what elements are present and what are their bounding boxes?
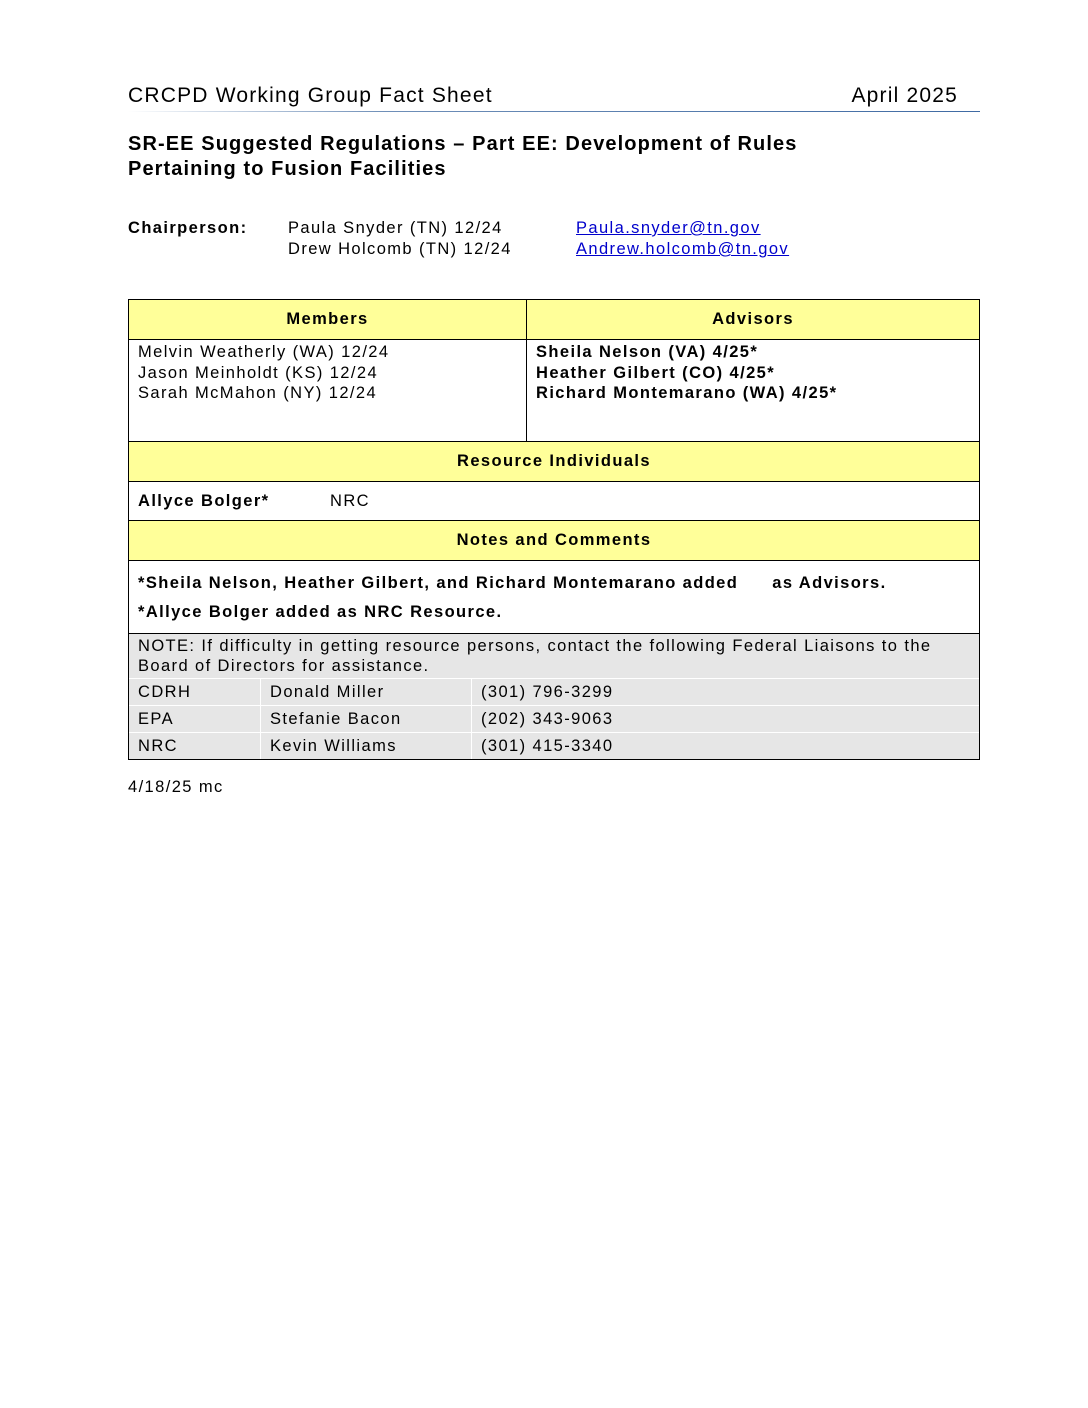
- page-header: [128, 84, 980, 112]
- chairperson-label: Chairperson:: [128, 219, 248, 237]
- member-item: Melvin Weatherly (WA) 12/24: [138, 343, 390, 361]
- federal-liaison-table: [129, 678, 979, 759]
- notes-line-1-end: as Advisors.: [772, 574, 887, 592]
- advisor-item: Sheila Nelson (VA) 4/25*: [536, 343, 759, 361]
- liaison-name: Stefanie Bacon: [261, 706, 472, 733]
- advisors-list: [527, 340, 980, 442]
- chairperson-name: Paula Snyder (TN) 12/24: [288, 219, 503, 237]
- resource-org: NRC: [330, 491, 370, 510]
- resource-name: Allyce Bolger*: [138, 491, 270, 510]
- members-heading: Members: [129, 300, 527, 340]
- liaison-agency: CDRH: [129, 679, 261, 706]
- chairperson-name: Drew Holcomb (TN) 12/24: [288, 240, 512, 258]
- liaison-phone: (301) 415-3340: [472, 733, 980, 760]
- advisors-heading: Advisors: [527, 300, 980, 340]
- liaison-phone: (301) 796-3299: [472, 679, 980, 706]
- footer-stamp: 4/18/25 mc: [128, 778, 224, 796]
- chairperson-email-link[interactable]: Paula.snyder@tn.gov: [576, 219, 761, 237]
- member-item: Jason Meinholdt (KS) 12/24: [138, 363, 379, 382]
- header-rule: [128, 111, 980, 112]
- federal-liaisons: [129, 634, 980, 760]
- header-date: April 2025: [851, 84, 958, 107]
- liaison-phone: (202) 343-9063: [472, 706, 980, 733]
- notes-line-2: *Allyce Bolger added as NRC Resource.: [138, 603, 503, 621]
- advisor-item: Richard Montemarano (WA) 4/25*: [536, 384, 838, 402]
- header-title: CRCPD Working Group Fact Sheet: [128, 84, 493, 107]
- notes-heading: Notes and Comments: [129, 521, 980, 561]
- document-title-line-1: SR-EE Suggested Regulations – Part EE: Development of Rules: [128, 133, 798, 155]
- table-row: [129, 706, 979, 733]
- liaison-agency: NRC: [129, 733, 261, 760]
- table-row: [129, 679, 979, 706]
- advisor-item: Heather Gilbert (CO) 4/25*: [536, 363, 776, 382]
- resource-heading: Resource Individuals: [129, 442, 980, 482]
- liaison-agency: EPA: [129, 706, 261, 733]
- chairperson-email-link[interactable]: Andrew.holcomb@tn.gov: [576, 240, 790, 258]
- member-item: Sarah McMahon (NY) 12/24: [138, 384, 378, 402]
- federal-note: NOTE: If difficulty in getting resource persons, contact the following Federal Liaisons to the Board of Directors for assistance.: [138, 637, 932, 675]
- notes-body: [129, 561, 980, 634]
- notes-line-1-start: *Sheila Nelson, Heather Gilbert, and Richard Montemarano added: [138, 574, 739, 592]
- resource-row: [129, 482, 980, 521]
- document-title-line-2: Pertaining to Fusion Facilities: [128, 158, 447, 180]
- liaison-name: Kevin Williams: [261, 733, 472, 760]
- document-title: [128, 132, 980, 182]
- working-group-table: [128, 299, 980, 760]
- notes-line: [138, 569, 970, 598]
- liaison-name: Donald Miller: [261, 679, 472, 706]
- table-row: [129, 733, 979, 760]
- members-list: [129, 340, 527, 442]
